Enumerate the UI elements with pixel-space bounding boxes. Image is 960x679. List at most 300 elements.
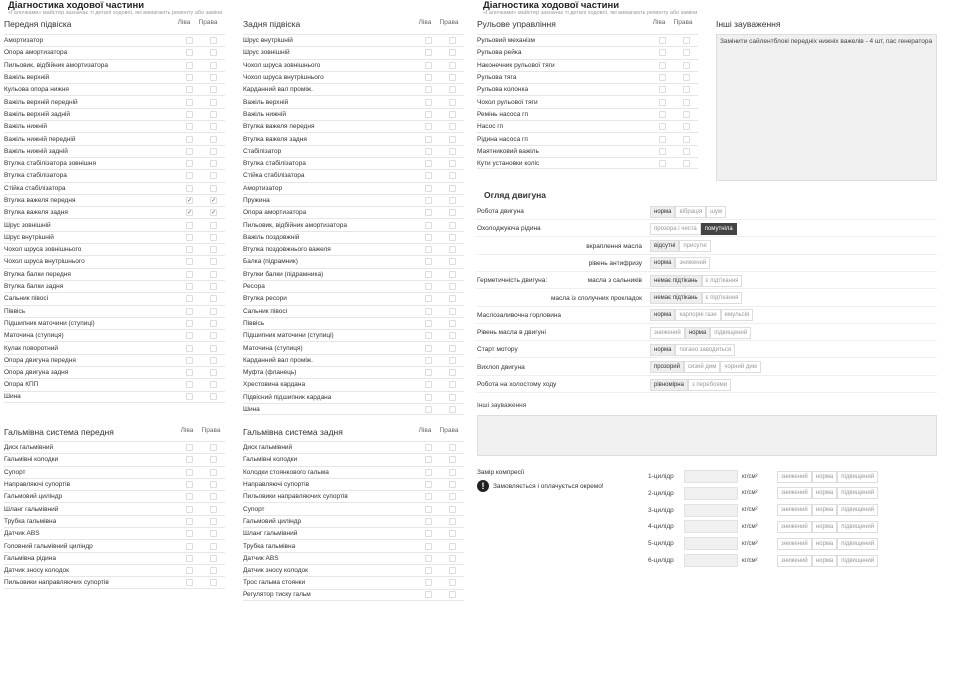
row-label: Наконечник рульової тяги xyxy=(477,61,555,69)
right-checkbox[interactable] xyxy=(683,49,690,56)
left-checkbox[interactable] xyxy=(425,62,432,69)
right-checkbox[interactable] xyxy=(210,506,217,513)
right-checkbox[interactable] xyxy=(210,136,217,143)
option-button[interactable]: знижений xyxy=(650,327,685,339)
right-checkbox[interactable] xyxy=(210,271,217,278)
left-checkbox[interactable] xyxy=(425,209,432,216)
option-button[interactable]: вібрація xyxy=(675,206,706,218)
right-checkbox[interactable] xyxy=(449,506,456,513)
right-checkbox[interactable] xyxy=(449,86,456,93)
row-label: Направляючі супортів xyxy=(4,481,71,489)
option-button[interactable]: є підтікання xyxy=(702,292,743,304)
row-label: Чохол шруса зовнішнього xyxy=(4,246,82,254)
row-label: Пильовики направляючих супортів xyxy=(4,578,109,586)
right-checkbox[interactable] xyxy=(449,444,456,451)
left-checkbox[interactable] xyxy=(186,518,193,525)
left-checkbox[interactable] xyxy=(186,381,193,388)
right-checkbox[interactable] xyxy=(210,258,217,265)
right-checkbox[interactable] xyxy=(210,456,217,463)
right-checkbox[interactable] xyxy=(210,246,217,253)
left-checkbox[interactable] xyxy=(659,160,666,167)
right-checkbox[interactable] xyxy=(683,62,690,69)
left-checkbox[interactable] xyxy=(425,234,432,241)
option-button[interactable]: норма xyxy=(650,257,675,269)
left-checkbox[interactable] xyxy=(659,123,666,130)
right-checkbox[interactable] xyxy=(449,567,456,574)
left-checkbox[interactable] xyxy=(186,234,193,241)
right-checkbox[interactable] xyxy=(210,381,217,388)
option-button[interactable]: норма xyxy=(812,555,837,567)
right-checkbox[interactable] xyxy=(449,222,456,229)
right-checkbox[interactable] xyxy=(210,345,217,352)
table-row xyxy=(4,441,225,453)
row-label: Пильовик, відбійник амортизатора xyxy=(243,221,347,229)
row-label: Опора амортизатора xyxy=(4,49,68,57)
right-checkbox[interactable] xyxy=(210,357,217,364)
engine-row xyxy=(477,377,937,393)
left-checkbox[interactable] xyxy=(186,456,193,463)
right-checkbox[interactable] xyxy=(210,185,217,192)
option-button[interactable]: норма xyxy=(650,344,675,356)
left-checkbox[interactable] xyxy=(425,320,432,327)
right-checkbox[interactable] xyxy=(449,99,456,106)
left-checkbox[interactable] xyxy=(425,493,432,500)
left-checkbox[interactable] xyxy=(425,357,432,364)
left-checkbox[interactable] xyxy=(186,111,193,118)
right-checkbox[interactable]: ✓ xyxy=(211,210,217,217)
table-row xyxy=(243,354,464,366)
right-checkbox[interactable] xyxy=(449,345,456,352)
right-checkbox[interactable] xyxy=(449,49,456,56)
right-checkbox[interactable] xyxy=(210,332,217,339)
right-checkbox[interactable] xyxy=(210,148,217,155)
option-button[interactable]: сизий дим xyxy=(684,361,720,373)
right-checkbox[interactable] xyxy=(449,185,456,192)
option-button[interactable]: норма xyxy=(812,487,837,499)
right-checkbox[interactable] xyxy=(449,234,456,241)
left-checkbox[interactable] xyxy=(186,444,193,451)
right-checkbox[interactable] xyxy=(449,258,456,265)
row-label: Рульовий механізм xyxy=(477,37,535,45)
compression-input[interactable] xyxy=(684,470,738,483)
left-checkbox[interactable] xyxy=(425,111,432,118)
right-checkbox[interactable] xyxy=(449,381,456,388)
option-button[interactable]: є підтікання xyxy=(702,275,743,287)
right-checkbox[interactable] xyxy=(210,172,217,179)
col-right-label: Права xyxy=(439,19,459,26)
option-button[interactable]: норма xyxy=(650,206,675,218)
option-button[interactable]: карлорні гази xyxy=(675,309,720,321)
left-checkbox[interactable] xyxy=(425,591,432,598)
option-button[interactable]: знижений xyxy=(777,471,812,483)
left-checkbox[interactable] xyxy=(425,148,432,155)
left-checkbox[interactable] xyxy=(425,469,432,476)
right-checkbox[interactable] xyxy=(449,469,456,476)
option-button[interactable]: норма xyxy=(812,538,837,550)
left-checkbox[interactable]: ✓ xyxy=(187,210,193,217)
left-checkbox[interactable] xyxy=(186,295,193,302)
compression-input[interactable] xyxy=(684,554,738,567)
right-checkbox[interactable] xyxy=(683,74,690,81)
left-checkbox[interactable] xyxy=(425,37,432,44)
right-checkbox[interactable] xyxy=(210,579,217,586)
left-checkbox[interactable] xyxy=(186,555,193,562)
left-checkbox[interactable] xyxy=(425,197,432,204)
left-checkbox[interactable] xyxy=(425,406,432,413)
left-checkbox[interactable] xyxy=(186,246,193,253)
right-checkbox[interactable] xyxy=(210,123,217,130)
right-checkbox[interactable] xyxy=(683,123,690,130)
left-checkbox[interactable]: ✓ xyxy=(187,198,193,204)
left-checkbox[interactable] xyxy=(186,579,193,586)
right-checkbox[interactable]: ✓ xyxy=(211,198,217,204)
option-button[interactable]: норма xyxy=(685,327,710,339)
option-button[interactable]: відсутні xyxy=(650,240,679,252)
row-label: Важіль нижній xyxy=(243,110,286,118)
option-group xyxy=(650,275,742,287)
right-checkbox[interactable] xyxy=(210,543,217,550)
option-button[interactable]: підвищений xyxy=(837,555,878,567)
left-checkbox[interactable] xyxy=(425,579,432,586)
table-row xyxy=(243,108,464,120)
left-checkbox[interactable] xyxy=(659,111,666,118)
left-checkbox[interactable] xyxy=(425,394,432,401)
steering-title: Рульове управління xyxy=(477,19,556,29)
right-checkbox[interactable] xyxy=(449,308,456,315)
cylinder-label: 4-цилідр xyxy=(648,523,674,531)
right-checkbox[interactable] xyxy=(683,160,690,167)
left-checkbox[interactable] xyxy=(186,543,193,550)
option-button[interactable]: норма xyxy=(812,471,837,483)
left-page-title: Діагностика ходової частини xyxy=(8,0,145,11)
option-button[interactable]: знижений xyxy=(777,504,812,516)
right-checkbox[interactable] xyxy=(210,234,217,241)
right-checkbox[interactable] xyxy=(449,543,456,550)
row-label: Чохол шруса зовнішнього xyxy=(243,61,321,69)
compression-input[interactable] xyxy=(684,487,738,500)
right-checkbox[interactable] xyxy=(210,555,217,562)
option-group xyxy=(650,309,753,321)
right-checkbox[interactable] xyxy=(449,295,456,302)
left-checkbox[interactable] xyxy=(659,136,666,143)
left-checkbox[interactable] xyxy=(425,555,432,562)
left-checkbox[interactable] xyxy=(186,123,193,130)
table-row xyxy=(243,182,464,194)
right-checkbox[interactable] xyxy=(210,160,217,167)
left-checkbox[interactable] xyxy=(425,123,432,130)
left-checkbox[interactable] xyxy=(186,160,193,167)
option-button[interactable]: норма xyxy=(812,521,837,533)
option-button[interactable]: присутні xyxy=(679,240,710,252)
table-row xyxy=(4,46,225,58)
option-button[interactable]: підвищений xyxy=(837,538,878,550)
option-group xyxy=(650,257,710,269)
option-button[interactable]: прозорий xyxy=(650,361,684,373)
option-button[interactable]: емульсія xyxy=(721,309,754,321)
other-notes-textarea[interactable] xyxy=(477,415,937,456)
left-checkbox[interactable] xyxy=(186,172,193,179)
option-button[interactable]: чорний дим xyxy=(720,361,760,373)
right-checkbox[interactable] xyxy=(449,481,456,488)
row-label: Головний гальмівний циліндр xyxy=(4,542,93,550)
right-checkbox[interactable] xyxy=(210,74,217,81)
right-checkbox[interactable] xyxy=(210,111,217,118)
right-checkbox[interactable] xyxy=(449,394,456,401)
right-checkbox[interactable] xyxy=(210,493,217,500)
row-label: Гальмовий циліндр xyxy=(243,517,302,525)
table-row xyxy=(243,292,464,304)
compression-input[interactable] xyxy=(684,504,738,517)
right-checkbox[interactable] xyxy=(210,37,217,44)
right-checkbox[interactable] xyxy=(449,197,456,204)
option-button[interactable]: підвищений xyxy=(837,471,878,483)
right-checkbox[interactable] xyxy=(449,591,456,598)
left-checkbox[interactable] xyxy=(186,332,193,339)
compression-row xyxy=(648,503,878,518)
compression-row xyxy=(648,553,878,568)
right-checkbox[interactable] xyxy=(210,320,217,327)
left-checkbox[interactable] xyxy=(425,136,432,143)
left-checkbox[interactable] xyxy=(186,506,193,513)
brake-rear-table xyxy=(243,441,464,601)
right-checkbox[interactable] xyxy=(683,111,690,118)
right-checkbox[interactable] xyxy=(210,308,217,315)
option-button[interactable]: немає підтікань xyxy=(650,275,702,287)
rear-suspension-title: Задня підвіска xyxy=(243,19,301,29)
table-row xyxy=(4,255,225,267)
right-checkbox[interactable] xyxy=(449,148,456,155)
right-checkbox[interactable] xyxy=(449,246,456,253)
right-checkbox[interactable] xyxy=(683,99,690,106)
right-checkbox[interactable] xyxy=(210,393,217,400)
table-row xyxy=(4,292,225,304)
left-checkbox[interactable] xyxy=(186,308,193,315)
brake-rear-title: Гальмівна система задня xyxy=(243,427,343,437)
left-checkbox[interactable] xyxy=(425,456,432,463)
left-checkbox[interactable] xyxy=(659,62,666,69)
right-checkbox[interactable] xyxy=(683,86,690,93)
option-button[interactable]: знижений xyxy=(777,538,812,550)
left-checkbox[interactable] xyxy=(425,332,432,339)
row-label: Датчик зносу колодок xyxy=(4,567,69,575)
left-checkbox[interactable] xyxy=(186,283,193,290)
col-left-label: Ліва xyxy=(180,427,194,434)
left-checkbox[interactable] xyxy=(659,99,666,106)
left-checkbox[interactable] xyxy=(425,172,432,179)
right-checkbox[interactable] xyxy=(449,74,456,81)
left-checkbox[interactable] xyxy=(186,258,193,265)
right-checkbox[interactable] xyxy=(449,172,456,179)
right-checkbox[interactable] xyxy=(210,469,217,476)
left-checkbox[interactable] xyxy=(186,148,193,155)
right-checkbox[interactable] xyxy=(449,406,456,413)
left-checkbox[interactable] xyxy=(186,49,193,56)
left-checkbox[interactable] xyxy=(186,86,193,93)
unit-label: кг/см² xyxy=(742,490,758,497)
option-button[interactable]: помутніла xyxy=(701,223,737,235)
left-checkbox[interactable] xyxy=(425,185,432,192)
right-checkbox[interactable] xyxy=(210,62,217,69)
left-checkbox[interactable] xyxy=(425,258,432,265)
left-checkbox[interactable] xyxy=(186,345,193,352)
left-checkbox[interactable] xyxy=(186,493,193,500)
right-checkbox[interactable] xyxy=(210,222,217,229)
option-button[interactable]: шум xyxy=(706,206,726,218)
option-button[interactable]: немає підтікань xyxy=(650,292,702,304)
right-checkbox[interactable] xyxy=(449,37,456,44)
notes-textarea[interactable]: Замінити сайлентблокі передніх нижніх важелів - 4 шт, пас генератора xyxy=(716,34,937,181)
left-checkbox[interactable] xyxy=(425,246,432,253)
right-checkbox[interactable] xyxy=(449,283,456,290)
right-checkbox[interactable] xyxy=(449,369,456,376)
left-checkbox[interactable] xyxy=(425,543,432,550)
row-label: Чохол шруса внутрішнього xyxy=(4,258,85,266)
left-checkbox[interactable] xyxy=(425,345,432,352)
left-checkbox[interactable] xyxy=(186,530,193,537)
option-button[interactable]: з перебоями xyxy=(688,379,731,391)
left-checkbox[interactable] xyxy=(186,222,193,229)
right-checkbox[interactable] xyxy=(449,579,456,586)
row-label: Шина xyxy=(243,405,260,413)
unit-label: кг/см² xyxy=(742,473,758,480)
left-checkbox[interactable] xyxy=(659,86,666,93)
left-checkbox[interactable] xyxy=(425,481,432,488)
option-button[interactable]: знижений xyxy=(675,257,710,269)
left-checkbox[interactable] xyxy=(186,567,193,574)
row-label: Ресора xyxy=(243,283,265,291)
left-checkbox[interactable] xyxy=(425,74,432,81)
left-checkbox[interactable] xyxy=(186,74,193,81)
left-checkbox[interactable] xyxy=(425,530,432,537)
table-row xyxy=(243,552,464,564)
left-checkbox[interactable] xyxy=(186,369,193,376)
cylinder-label: 6-цилідр xyxy=(648,557,674,564)
left-checkbox[interactable] xyxy=(425,308,432,315)
right-checkbox[interactable] xyxy=(449,160,456,167)
left-checkbox[interactable] xyxy=(659,49,666,56)
right-checkbox[interactable] xyxy=(449,530,456,537)
option-button[interactable]: підвищений xyxy=(837,504,878,516)
left-checkbox[interactable] xyxy=(425,567,432,574)
table-row xyxy=(4,354,225,366)
left-checkbox[interactable] xyxy=(186,357,193,364)
right-checkbox[interactable] xyxy=(210,295,217,302)
left-checkbox[interactable] xyxy=(659,74,666,81)
option-button[interactable]: норма xyxy=(650,309,675,321)
left-checkbox[interactable] xyxy=(425,381,432,388)
table-row xyxy=(243,576,464,588)
left-checkbox[interactable] xyxy=(425,271,432,278)
right-checkbox[interactable] xyxy=(683,148,690,155)
option-button[interactable]: знижений xyxy=(777,521,812,533)
left-checkbox[interactable] xyxy=(425,86,432,93)
left-checkbox[interactable] xyxy=(186,37,193,44)
left-checkbox[interactable] xyxy=(186,320,193,327)
option-button[interactable]: підвищений xyxy=(710,327,751,339)
left-checkbox[interactable] xyxy=(425,369,432,376)
right-checkbox[interactable] xyxy=(449,271,456,278)
engine-row-label: Робота двигуна xyxy=(477,208,524,215)
option-button[interactable]: підвищений xyxy=(837,487,878,499)
option-button[interactable]: погано заводиться xyxy=(675,344,735,356)
option-button[interactable]: рівномірна xyxy=(650,379,688,391)
right-checkbox[interactable] xyxy=(210,530,217,537)
left-checkbox[interactable] xyxy=(186,185,193,192)
left-checkbox[interactable] xyxy=(425,49,432,56)
right-checkbox[interactable] xyxy=(449,456,456,463)
table-row xyxy=(477,34,698,46)
compression-input[interactable] xyxy=(684,520,738,533)
option-button[interactable]: знижений xyxy=(777,555,812,567)
row-label: Супорт xyxy=(4,468,26,476)
right-checkbox[interactable] xyxy=(210,86,217,93)
left-checkbox[interactable] xyxy=(186,62,193,69)
option-button[interactable]: норма xyxy=(812,504,837,516)
option-button[interactable]: прозора і чиста xyxy=(650,223,701,235)
right-checkbox[interactable] xyxy=(449,111,456,118)
left-checkbox[interactable] xyxy=(425,222,432,229)
notes-title: Інші зауваження xyxy=(716,19,781,29)
right-checkbox[interactable] xyxy=(449,136,456,143)
left-checkbox[interactable] xyxy=(425,283,432,290)
option-button[interactable]: знижений xyxy=(777,487,812,499)
left-checkbox[interactable] xyxy=(186,481,193,488)
left-checkbox[interactable] xyxy=(425,518,432,525)
right-checkbox[interactable] xyxy=(210,369,217,376)
right-checkbox[interactable] xyxy=(449,493,456,500)
engine-row-label: Маслозаливочна горловина xyxy=(477,311,562,319)
right-checkbox[interactable] xyxy=(449,320,456,327)
right-checkbox[interactable] xyxy=(449,123,456,130)
left-checkbox[interactable] xyxy=(425,444,432,451)
row-label: Шрус зовнішній xyxy=(243,49,290,57)
right-checkbox[interactable] xyxy=(449,332,456,339)
left-checkbox[interactable] xyxy=(425,506,432,513)
left-checkbox[interactable] xyxy=(425,295,432,302)
compression-input[interactable] xyxy=(684,537,738,550)
right-checkbox[interactable] xyxy=(449,62,456,69)
right-checkbox[interactable] xyxy=(449,357,456,364)
left-checkbox[interactable] xyxy=(186,469,193,476)
row-label: Супорт xyxy=(243,505,265,513)
right-checkbox[interactable] xyxy=(210,567,217,574)
engine-row-label: Вихлоп двигуна xyxy=(477,363,525,371)
left-checkbox[interactable] xyxy=(186,136,193,143)
right-checkbox[interactable] xyxy=(210,283,217,290)
left-checkbox[interactable] xyxy=(186,271,193,278)
right-checkbox[interactable] xyxy=(683,37,690,44)
right-checkbox[interactable] xyxy=(210,444,217,451)
table-row xyxy=(243,194,464,206)
right-checkbox[interactable] xyxy=(210,518,217,525)
table-row xyxy=(243,71,464,83)
right-checkbox[interactable] xyxy=(683,136,690,143)
left-checkbox[interactable] xyxy=(659,37,666,44)
left-checkbox[interactable] xyxy=(659,148,666,155)
right-checkbox[interactable] xyxy=(210,99,217,106)
left-checkbox[interactable] xyxy=(186,393,193,400)
right-checkbox[interactable] xyxy=(449,209,456,216)
left-checkbox[interactable] xyxy=(425,160,432,167)
right-checkbox[interactable] xyxy=(210,481,217,488)
right-checkbox[interactable] xyxy=(210,49,217,56)
left-checkbox[interactable] xyxy=(425,99,432,106)
option-button[interactable]: підвищений xyxy=(837,521,878,533)
engine-row xyxy=(477,239,937,255)
right-checkbox[interactable] xyxy=(449,518,456,525)
left-checkbox[interactable] xyxy=(186,99,193,106)
right-checkbox[interactable] xyxy=(449,555,456,562)
